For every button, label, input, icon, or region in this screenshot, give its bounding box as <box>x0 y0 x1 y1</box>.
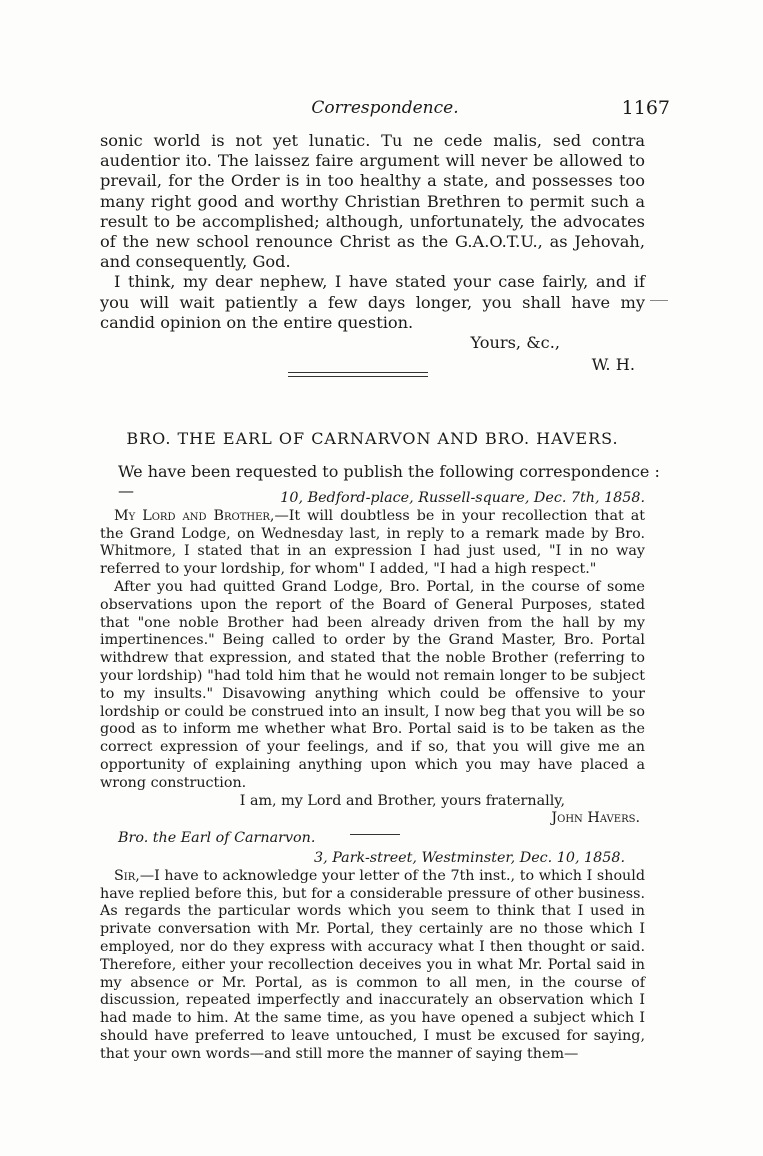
letter-end-closing: Yours, &c., <box>470 333 560 353</box>
article-heading: BRO. THE EARL OF CARNARVON AND BRO. HAVERS. <box>126 429 619 448</box>
letter-1-paragraph-1-text: —It will doubtless be in your recollection that at the Grand Lodge, on Wednesday last, in reply to a remark made by Bro. Whitmore, I stated that in an expression I had just used, "I in no way referred to your lordship, for whom" I added, "I had a high respect." <box>100 507 645 578</box>
letter-2-paragraph-1 <box>100 868 645 1064</box>
letter-2-dateline: 3, Park-street, Westminster, Dec. 10, 1858. <box>314 850 625 866</box>
letter-1-closing: I am, my Lord and Brother, yours fraternally, <box>239 792 565 809</box>
letter-1-dateline: 10, Bedford-place, Russell-square, Dec. 7th, 1858. <box>280 490 645 506</box>
article-intro: We have been requested to publish the following correspondence :— <box>118 462 660 500</box>
running-head <box>100 98 670 120</box>
letter-2-paragraph-1-text: —I have to acknowledge your letter of the 7th inst., to which I should have replied before this, but for a considerable pressure of other business. As regards the particular words which you seem to think that I used in private conversation with Mr. Portal, they certainly are no those which I employed, nor do they express with accuracy what I then thought or said. Therefore, either your recollection deceives you in what Mr. Portal said in my absence or Mr. Portal, as is common to all men, in the course of discussion, repeated imperfectly and inaccurately an observation which I had made to him. At the same time, as you have opened a subject which I should have preferred to leave untouched, I must be excused for saying, that your own words—and still more the manner of saying them— <box>100 867 645 1062</box>
letter-end-paragraph-1: sonic world is not yet lunatic. Tu ne cede malis, sed contra audentior ito. The laissez faire argument will never be allowed to prevail, for the Order is in too healthy a state, and possesses too many right good and worthy Christian Brethren to permit such a result to be accomplished; although, unfortunately, the advocates of the new school renounce Christ as the G.A.O.T.U., as Jehovah, and consequently, God. <box>100 131 645 272</box>
letter-end-paragraph-2: I think, my dear nephew, I have stated your case fairly, and if you will wait patiently a few days longer, you shall have my candid opinion on the entire question. <box>100 272 645 332</box>
letter-end-signature: W. H. <box>591 355 635 375</box>
letter-1-paragraph-1 <box>100 508 645 579</box>
letter-1-addressee: Bro. the Earl of Carnarvon. <box>118 830 316 847</box>
margin-mark <box>650 300 668 301</box>
section-rule-top <box>288 372 428 373</box>
running-title: Correspondence. <box>311 98 459 118</box>
letter-divider <box>350 834 400 835</box>
letter-1-signature: John Havers. <box>551 810 640 827</box>
letter-1-paragraph-2: After you had quitted Grand Lodge, Bro. Portal, in the course of some observations upon the report of the Board of General Purposes, stated that "one noble Brother had been already driven from the hall by my impertinences." Being called to order by the Grand Master, Bro. Portal withdrew that expression, and stated that the noble Brother (referring to your lordship) "had told him that he would not remain longer to be subject to my insults." Disavowing anything which could be offensive to your lordship or could be construed into an insult, I now beg that you will be so good as to inform me whether what Bro. Portal said is to be taken as the correct expression of your feelings, and if so, that you will give me an opportunity of explaining anything upon which you may have placed a wrong construction. <box>100 578 645 791</box>
letter-2 <box>100 850 645 1064</box>
letter-2-salutation: Sir, <box>114 867 140 884</box>
section-rule-bottom <box>288 376 428 377</box>
letter-1 <box>100 490 645 848</box>
letter-1-salutation: My Lord and Brother, <box>114 507 275 524</box>
letter-end <box>100 131 645 375</box>
page-number: 1167 <box>621 97 670 119</box>
